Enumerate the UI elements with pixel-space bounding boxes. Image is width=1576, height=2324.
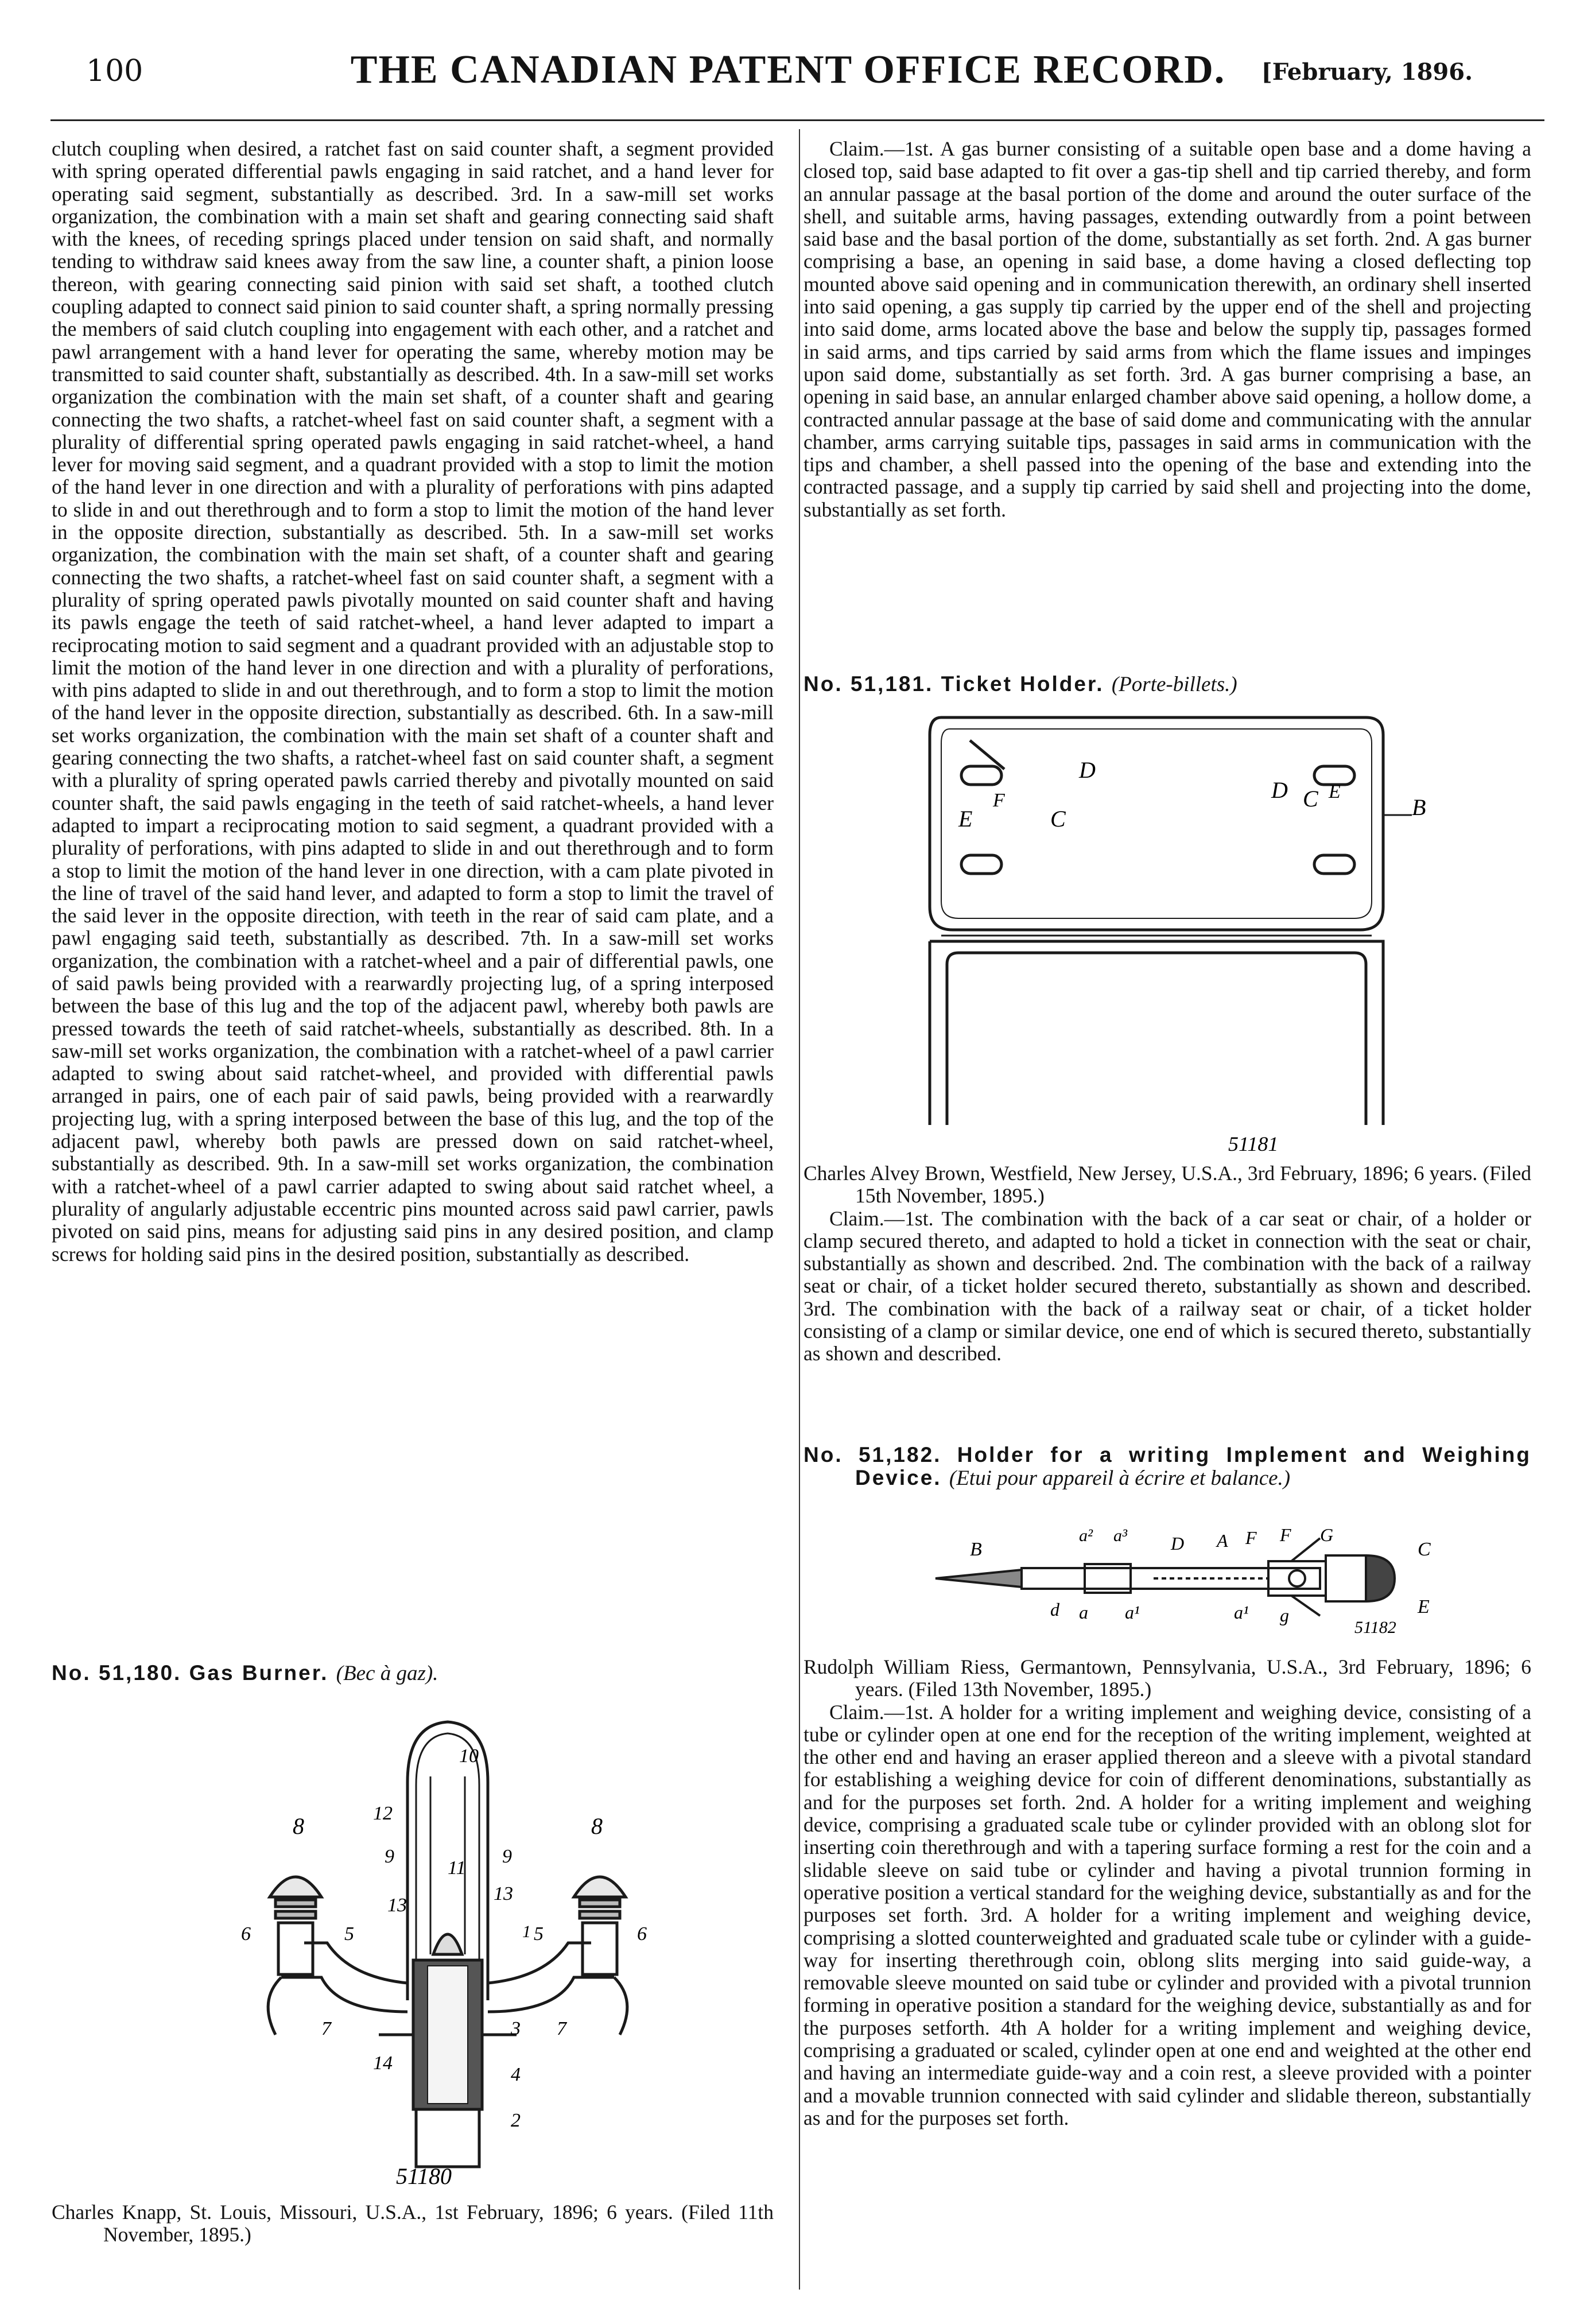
fig-caption-51181: 51181 [1228, 1132, 1279, 1155]
fig-number-8-left: 8 [293, 1813, 304, 1839]
fig-number-8-right: 8 [591, 1813, 603, 1839]
fig-letter-a1: a¹ [1125, 1602, 1140, 1623]
fig-number-12: 12 [373, 1803, 393, 1824]
fig-number-6-right: 6 [637, 1923, 647, 1945]
fig-number-13-left: 13 [387, 1895, 407, 1916]
page-number: 100 [86, 54, 143, 88]
patent-51181-text [803, 1162, 1531, 1365]
column-divider [799, 129, 800, 2290]
fig-letter-g: g [1280, 1605, 1289, 1625]
patent-number: No. 51,182. [803, 1443, 942, 1466]
fig-letter-F: F [993, 790, 1005, 811]
fig-letter-a2: a² [1079, 1526, 1093, 1545]
ticket-holder-caption [1228, 1125, 1320, 1159]
patent-number: No. 51,180. [52, 1661, 182, 1685]
fig-caption-51180: 51180 [396, 2163, 452, 2189]
fig-letter-d: d [1050, 1599, 1059, 1620]
fig-number-7-right: 7 [557, 2018, 566, 2039]
fig-number-6-left: 6 [241, 1923, 251, 1945]
inventor-riess: Rudolph William Riess, Germantown, Pennsylvania, U.S.A., 3rd February, 1896; 6 years. (Filed 13th November, 1895.) [803, 1655, 1531, 1701]
fig-letter-E: E [958, 806, 973, 832]
patent-french-title: (Bec à gaz). [336, 1662, 438, 1685]
fig-letter-a1-second: a¹ [1234, 1602, 1249, 1623]
continued-claims: clutch coupling when desired, a ratchet fast on said counter shaft, a segment provided with spring operated differential pawls engaging in said ratchet, and a hand lever for operating said segment, substantially as described. 3rd. In a saw-mill set works organization, the combination with a main set shaft and gearing connecting said shaft with the knees, of receding springs placed under tension on said shaft, and normally tending to withdraw said knees away from the saw line, a counter shaft, a pinion loose thereon, with gearing connecting said pinion with said set shaft, a toothed clutch coupling adapted to connect said pinion to said counter shaft, a spring normally pressing the members of said clutch coupling into engagement with each other, and a ratchet and pawl arrangement with a hand lever for operating the same, whereby motion may be transmitted to said counter shaft, substantially as described. 4th. In a saw-mill set works organization the combination with the main set shaft, of a counter shaft and gearing connecting the two shafts, a ratchet-wheel fast on said counter shaft, a segment with a plurality of differential spring operated pawls engaging in said ratchet-wheel, a hand lever for moving said segment, and a quadrant provided with a stop to limit the motion of the hand lever in one direction and with a plurality of perforations with pins adapted to slide in and out therethrough and to form a stop to limit the motion of the hand lever in the opposite direction, substantially as described. 5th. In a saw-mill set works organization, the combination with the main set shaft, of a counter shaft and gearing connecting the two shafts, a ratchet-wheel fast on said counter shaft, a segment with a plurality of spring operated pawls pivotally mounted on said counter shaft and having its pawls engage the teeth of said ratchet-wheel, a hand lever adapted to impart a reciprocating motion to said segment and a quadrant provided with an adjustable stop to limit the motion of the hand lever in one direction and with a plurality of perforations, with pins adapted to slide in and out therethrough, and to form a stop to limit the motion of the hand lever in the opposite direction, substantially as described. 6th. In a saw-mill set works organization, the combination with the main set shaft of a counter shaft and gearing connecting the two shafts, a ratchet-wheel fast on said counter shaft, a segment with a plurality of spring operated pawls carried thereby and pivotally mounted on said counter shaft, the said pawls engaging in the teeth of said ratchet-wheels, a hand lever adapted to impart a reciprocating motion to said segment, a quadrant provided with a plurality of perforations, with pins adapted to slide in and out therethrough and to form a stop to limit the motion of the hand lever in one direction, with a cam plate pivoted in the line of travel of the said hand lever, and adapted to form a stop to limit the travel of the said lever in the opposite direction, with teeth in the rear of said cam plate, and a pawl engaging said teeth, substantially as described. 7th. In a saw-mill set works organization, the combination with a ratchet-wheel and a pair of differential pawls, one of said pawls being provided with a rearwardly projecting lug, of a spring interposed between the base of this lug and the top of the adjacent pawl, whereby both pawls are pressed towards the teeth of said ratchet-wheels, substantially as described. 8th. In a saw-mill set works organization, the combination with a ratchet-wheel of a pawl carrier adapted to swing about said ratchet-wheel, and provided with differential pawls arranged in pairs, one of each pair of said pawls, being provided with a rearwardly projecting lug, with a spring interposed between the base of this lug, and the top of the adjacent pawl, whereby both pawls are pressed down on said ratchet-wheel, substantially as described. 9th. In a saw-mill set works organization, the combination with a ratchet-wheel of a pawl carrier adapted to swing about said ratchet wheel, a plurality of angularly adjustable eccentric pins mounted across said pawl carrier, pawls pivoted on said pins, means for adjusting said pins in any desired position, and clamp screws for holding said pins in the desired position, substantially as described. [52, 137, 774, 1266]
fig-letter-C: C [1050, 806, 1066, 832]
writing-holder-figure [924, 1515, 1452, 1647]
claim-gas-burner: Claim.—1st. A gas burner consisting of a suitable open base and a dome having a closed top, said base adapted to fit over a gas-tip shell and tip carried thereby, and form an annular passage at the basal portion of the dome and around the outer surface of the shell, and suitable arms, having passages, extending outwardly from a point between said base and the basal portion of the dome, substantially as set forth. 2nd. A gas burner comprising a base, an opening in said base, a dome having a closed deflecting top mounted above said opening and in communication therewith, an ordinary shell inserted into said opening, a gas supply tip carried by the upper end of the shell and projecting into said dome, arms located above the base and below the supply tip, passages formed in said arms, and tips carried by said arms from which the flame issues and impinges upon said dome, substantially as set forth. 3rd. A gas burner comprising a base, an opening in said base, an annular enlarged chamber above said opening, a hollow dome, a contracted annular passage at the base of said dome and communicating with the annular chamber, arms carrying suitable tips, passages in said arms in communication with the tips and chamber, a shell passed into the opening of the base and extending into the contracted passage, and a supply tip carried by said shell and projecting into the dome, substantially as set forth. [803, 137, 1531, 521]
patent-french-title: (Porte-billets.) [1111, 673, 1237, 696]
inventor-brown: Charles Alvey Brown, Westfield, New Jersey, U.S.A., 3rd February, 1896; 6 years. (Filed 15th November, 1895.) [803, 1162, 1531, 1208]
fig-number-5-left: 5 [344, 1923, 354, 1945]
fig-letter-B: B [1412, 794, 1426, 820]
issue-date: [February, 1896. [1261, 59, 1473, 86]
fig-number-9-right: 9 [502, 1846, 512, 1867]
fig-caption-51182: 51182 [1354, 1618, 1396, 1637]
fig-letter-D-right: D [1271, 777, 1288, 803]
claim-ticket-holder: Claim.—1st. The combination with the back of a car seat or chair, of a holder or clamp secured thereto, and adapted to hold a ticket in connection with the seat or chair, substantially as shown and described. 2nd. The combination with the back of a railway seat or chair, of a ticket holder secured thereto, substantially as shown and described. 3rd. The combination with the back of a railway seat or chair, of a ticket holder consisting of a clamp or similar device, one end of which is secured thereto, substantially as shown and described. [803, 1206, 1531, 1365]
patent-51180-heading [52, 1662, 774, 1685]
fig-letter-E-right: E [1329, 781, 1341, 802]
fig-letter-A: A [1217, 1530, 1228, 1551]
fig-number-4: 4 [511, 2064, 521, 2085]
fig-letter-a: a [1079, 1602, 1088, 1623]
fig-number-7-left: 7 [321, 2018, 331, 2039]
fig-letter-D: D [1171, 1533, 1185, 1554]
fig-letter-G: G [1320, 1524, 1334, 1545]
gas-burner-figure [189, 1713, 706, 2190]
left-column-text [52, 138, 774, 1266]
inventor-knapp: Charles Knapp, St. Louis, Missouri, U.S.A., 1st February, 1896; 6 years. (Filed 11th November, 1895.) [52, 2201, 774, 2247]
ticket-holder-figure [907, 712, 1452, 1125]
fig-letter-C: C [1418, 1539, 1431, 1560]
journal-title: THE CANADIAN PATENT OFFICE RECORD. [350, 48, 1226, 92]
fig-number-13-right: 13 [494, 1883, 513, 1904]
patent-51182-text [803, 1656, 1531, 2129]
patent-title: Ticket Holder. [941, 672, 1104, 696]
fig-letter-f: F [1245, 1527, 1257, 1548]
patent-51182-heading [803, 1444, 1531, 1490]
fig-number-5-right: 5 [534, 1923, 544, 1945]
fig-number-10: 10 [459, 1745, 479, 1767]
fig-number-2: 2 [511, 2110, 521, 2131]
patent-title: Holder for a writing Implement and Weighing Device. [855, 1443, 1531, 1489]
fig-letter-C-right: C [1303, 786, 1318, 812]
right-column-claim-180 [803, 138, 1531, 521]
patent-title: Gas Burner. [189, 1661, 329, 1685]
claim-writing-holder: Claim.—1st. A holder for a writing implement and weighing device, consisting of a tube or cylinder open at one end for the reception of the writing implement, weighted at the other end and having an eraser applied thereon and a sleeve with a pivotal standard for establishing a weighing device for coin of different denominations, substantially as and for the purposes set forth. 2nd. A holder for a writing implement and weighing device, comprising a graduated scale tube or cylinder provided with an oblong slot for inserting coin therethrough and with a tapering surface forming a rest for the coin and a slidable sleeve on said tube or cylinder and having a pivotal trunnion forming in operative position a vertical standard for the weighing device, substantially as and for the purposes set forth. 3rd. A holder for a writing implement and weighing device, comprising a slotted counterweighted and graduated scale tube or cylinder with a guide-way for inserting therethrough coin, oblong slits merging into said guide-way, a removable sleeve mounted on said tube or cylinder and provided with a pivotal trunnion forming in operative position a standard for the weighing device, substantially as and for the purposes setforth. 4th A holder for a writing implement and weighing device, comprising a graduated or scaled, cylinder open at one end and weighted at the other end and having an intermediate guide-way and a coin rest, a sleeve provided with a pointer and a movable trunnion connected with said cylinder and slidable thereon, substantially as and for the purposes set forth. [803, 1700, 1531, 2129]
fig-number-9-left: 9 [385, 1846, 394, 1867]
header-rule [51, 119, 1544, 121]
patent-french-title: (Etui pour appareil à écrire et balance.) [949, 1466, 1291, 1490]
fig-letter-D: D [1079, 757, 1096, 783]
fig-number-14: 14 [373, 2053, 393, 2074]
fig-number-11: 11 [448, 1857, 466, 1879]
fig-number-1: 1 [522, 1922, 531, 1941]
patent-51181-heading [803, 673, 1531, 696]
fig-letter-B: B [970, 1539, 982, 1560]
fig-letter-a3: a³ [1113, 1526, 1127, 1545]
page-header [52, 40, 1524, 103]
fig-letter-F: F [1280, 1524, 1291, 1545]
patent-number: No. 51,181. [803, 672, 934, 696]
fig-letter-E: E [1418, 1596, 1430, 1617]
fig-number-3: 3 [511, 2018, 521, 2039]
patent-51180-inventor [52, 2201, 774, 2247]
